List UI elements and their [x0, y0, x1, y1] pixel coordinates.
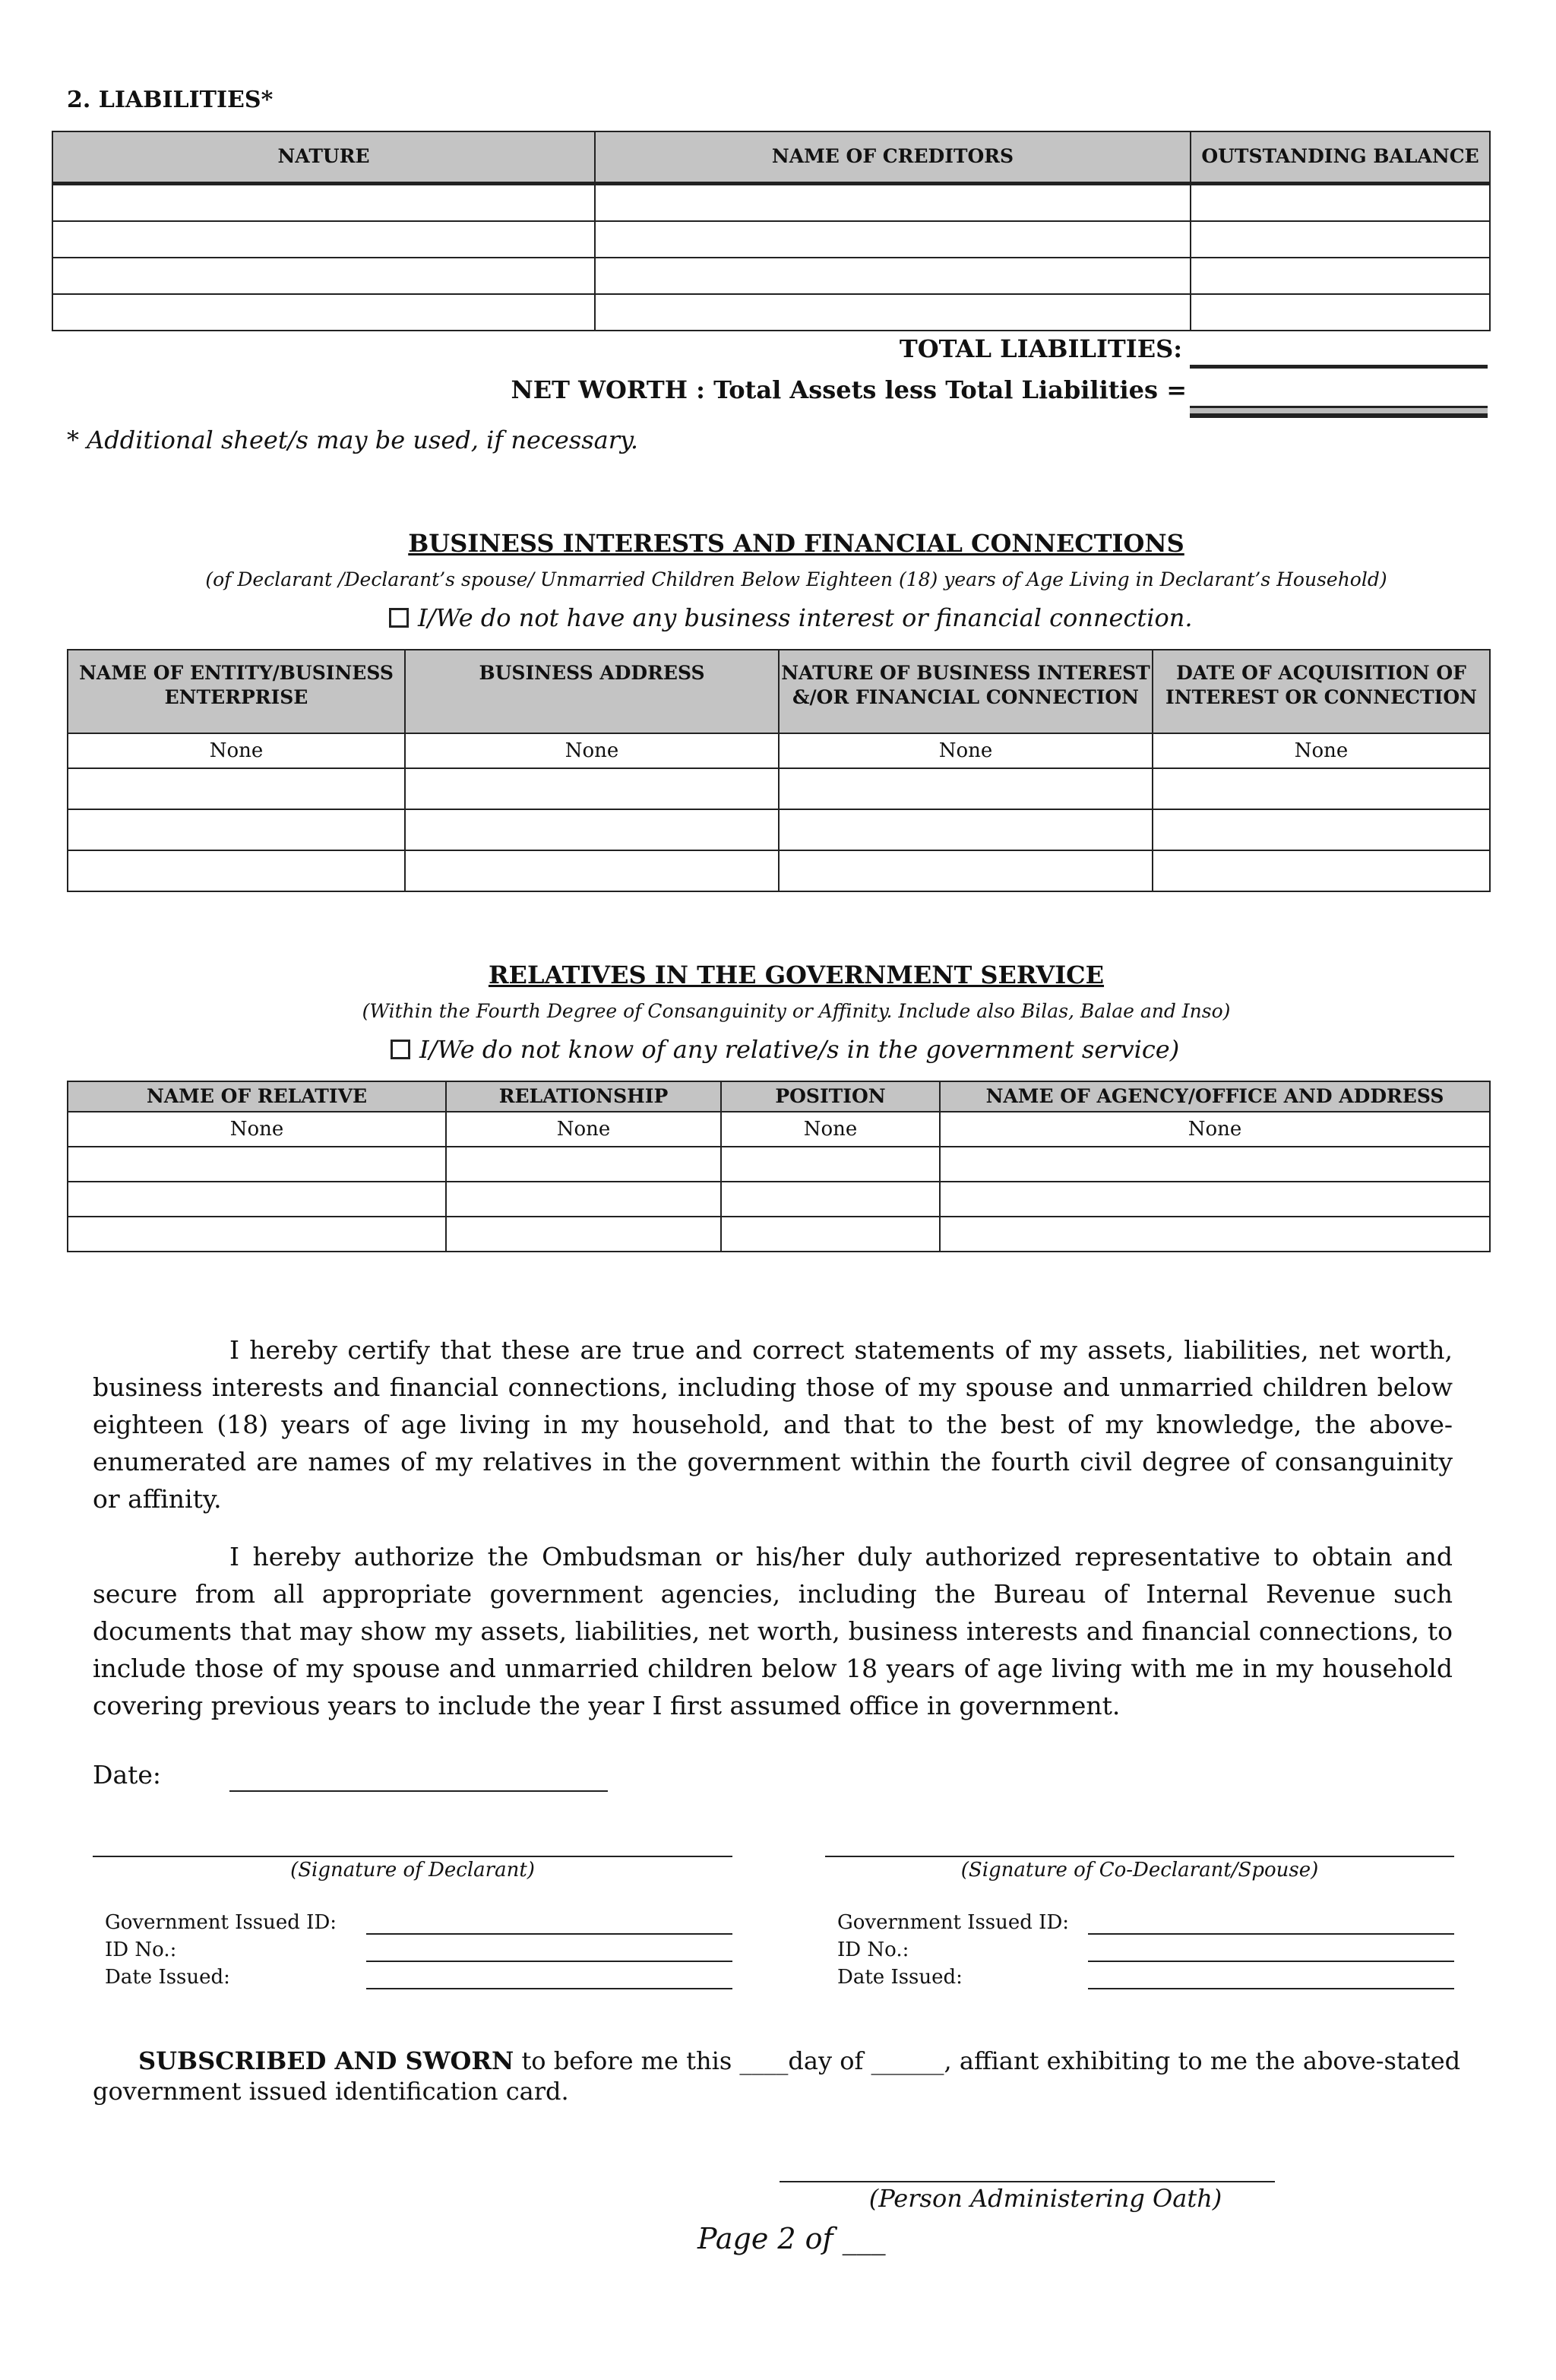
business-subtitle: (of Declarant /Declarant’s spouse/ Unmarried Children Below Eighteen (18) years of Age Living in Declarant’s Household)	[205, 568, 1387, 590]
codeclarant-signature-line[interactable]	[825, 1856, 1454, 1857]
col-balance: OUTSTANDING BALANCE	[1191, 131, 1490, 183]
table-cell: None	[779, 733, 1153, 768]
table-row	[68, 1147, 1490, 1182]
table-row	[68, 1182, 1490, 1217]
col-nature-business: NATURE OF BUSINESS INTEREST &/OR FINANCIAL CONNECTION	[779, 650, 1153, 733]
table-cell: None	[68, 1112, 446, 1147]
administrator-signature-line[interactable]	[780, 2181, 1275, 2182]
table-cell[interactable]	[446, 1217, 721, 1252]
relatives-title: RELATIVES IN THE GOVERNMENT SERVICE	[488, 961, 1105, 989]
checkbox-icon[interactable]	[389, 608, 409, 628]
col-position: POSITION	[721, 1081, 940, 1112]
business-checkbox-label: I/We do not have any business interest or financial connection.	[418, 603, 1193, 632]
table-cell[interactable]	[595, 294, 1191, 331]
table-cell[interactable]	[1191, 258, 1490, 294]
col-creditors: NAME OF CREDITORS	[595, 131, 1191, 183]
col-entity: NAME OF ENTITY/BUSINESS ENTERPRISE	[68, 650, 405, 733]
table-cell[interactable]	[68, 850, 405, 891]
oath-paragraph	[93, 2046, 1475, 2106]
oath-rest: to before me this ____day of ______, affiant exhibiting to me the above-stated	[514, 2046, 1461, 2075]
col-relationship: RELATIONSHIP	[446, 1081, 721, 1112]
relatives-checkbox-label: I/We do not know of any relative/s in the government service)	[419, 1035, 1180, 1064]
col-date-acquisition: DATE OF ACQUISITION OF INTEREST OR CONNECTION	[1153, 650, 1490, 733]
table-cell[interactable]	[1153, 809, 1490, 850]
declarant-date-issued-line[interactable]	[366, 1988, 732, 1989]
table-cell[interactable]	[779, 850, 1153, 891]
liabilities-footnote: * Additional sheet/s may be used, if necessary.	[67, 426, 639, 454]
table-cell[interactable]	[1153, 768, 1490, 809]
table-cell: None	[446, 1112, 721, 1147]
table-row	[52, 258, 1490, 294]
oath-bold: SUBSCRIBED AND SWORN	[138, 2046, 514, 2075]
table-row	[52, 221, 1490, 258]
codeclarant-id-line[interactable]	[1088, 1933, 1454, 1935]
table-cell[interactable]	[52, 183, 595, 221]
checkbox-icon[interactable]	[391, 1040, 410, 1059]
oath-line2: government issued identification card.	[93, 2077, 569, 2106]
administrator-caption: (Person Administering Oath)	[868, 2184, 1222, 2213]
declarant-caption: (Signature of Declarant)	[290, 1859, 535, 1882]
table-cell[interactable]	[721, 1217, 940, 1252]
codeclarant-id-block	[837, 1909, 1069, 1991]
table-row	[52, 183, 1490, 221]
net-worth-label: NET WORTH : Total Assets less Total Liabilities =	[511, 375, 1187, 404]
table-row	[68, 733, 1490, 768]
authorization-paragraph: I hereby authorize the Ombudsman or his/her duly authorized representative to obtain and secure from all appropriate government agencies, including the Bureau of Internal Revenue such documents that may show my assets, liabilities, net worth, business interests and financial connections, to include those of my spouse and unmarried children below 18 years of age living with me in my household covering previous years to include the year I first assumed office in government.	[93, 1542, 1453, 1720]
codeclarant-id-label: Government Issued ID:	[837, 1911, 1070, 1934]
table-cell[interactable]	[1191, 183, 1490, 221]
table-row	[68, 809, 1490, 850]
page-footer: Page 2 of ___	[697, 2222, 886, 2255]
liabilities-table	[52, 131, 1491, 331]
table-cell[interactable]	[940, 1217, 1490, 1252]
table-cell: None	[1153, 733, 1490, 768]
relatives-table	[67, 1081, 1491, 1252]
table-row	[68, 1112, 1490, 1147]
codeclarant-idno-label: ID No.:	[837, 1938, 909, 1961]
declarant-idno-line[interactable]	[366, 1961, 732, 1962]
declarant-id-line[interactable]	[366, 1933, 732, 1935]
table-cell[interactable]	[721, 1182, 940, 1217]
table-cell[interactable]	[940, 1182, 1490, 1217]
codeclarant-date-issued-line[interactable]	[1088, 1988, 1454, 1989]
col-agency: NAME OF AGENCY/OFFICE AND ADDRESS	[940, 1081, 1490, 1112]
table-cell[interactable]	[1153, 850, 1490, 891]
col-nature: NATURE	[52, 131, 595, 183]
table-cell[interactable]	[595, 258, 1191, 294]
table-cell: None	[405, 733, 779, 768]
date-line[interactable]	[229, 1790, 608, 1792]
table-row	[52, 294, 1490, 331]
business-checkbox-row[interactable]	[389, 603, 1193, 632]
certification-paragraph: I hereby certify that these are true and correct statements of my assets, liabilities, net worth, business interests and financial connections, including those of my spouse and unmarried children below eighteen (18) years of age living in my household, and that to the best of my knowledge, the above-enumerated are names of my relatives in the government within the fourth civil degree of consanguinity or affinity.	[93, 1335, 1453, 1514]
table-cell[interactable]	[940, 1147, 1490, 1182]
business-table	[67, 649, 1491, 892]
table-cell[interactable]	[1191, 221, 1490, 258]
table-row	[68, 1217, 1490, 1252]
table-cell[interactable]	[595, 221, 1191, 258]
table-cell[interactable]	[721, 1147, 940, 1182]
table-cell[interactable]	[68, 1217, 446, 1252]
table-cell[interactable]	[595, 183, 1191, 221]
relatives-subtitle: (Within the Fourth Degree of Consanguinity or Affinity. Include also Bilas, Balae and Inso)	[362, 1000, 1231, 1022]
table-cell[interactable]	[52, 258, 595, 294]
declarant-date-issued-label: Date Issued:	[105, 1966, 230, 1989]
table-cell[interactable]	[52, 294, 595, 331]
table-cell[interactable]	[68, 1182, 446, 1217]
table-cell: None	[68, 733, 405, 768]
table-row	[68, 850, 1490, 891]
codeclarant-date-issued-label: Date Issued:	[837, 1966, 963, 1989]
table-cell[interactable]	[405, 850, 779, 891]
table-cell[interactable]	[779, 809, 1153, 850]
table-cell[interactable]	[446, 1182, 721, 1217]
table-cell[interactable]	[68, 1147, 446, 1182]
table-cell: None	[721, 1112, 940, 1147]
total-liabilities-line[interactable]	[1190, 365, 1488, 369]
declarant-idno-label: ID No.:	[105, 1938, 177, 1961]
table-cell[interactable]	[68, 768, 405, 809]
codeclarant-idno-line[interactable]	[1088, 1961, 1454, 1962]
table-cell[interactable]	[1191, 294, 1490, 331]
table-cell[interactable]	[68, 809, 405, 850]
table-cell[interactable]	[779, 768, 1153, 809]
net-worth-line[interactable]	[1190, 406, 1488, 418]
relatives-checkbox-row[interactable]	[391, 1035, 1179, 1064]
date-label: Date:	[93, 1760, 162, 1790]
codeclarant-caption: (Signature of Co-Declarant/Spouse)	[960, 1859, 1319, 1882]
col-relative-name: NAME OF RELATIVE	[68, 1081, 446, 1112]
table-row	[68, 768, 1490, 809]
total-liabilities-label: TOTAL LIABILITIES:	[899, 334, 1182, 363]
declarant-id-label: Government Issued ID:	[105, 1911, 337, 1934]
declarant-id-block	[105, 1909, 337, 1991]
table-cell[interactable]	[405, 768, 779, 809]
declarant-signature-line[interactable]	[93, 1856, 732, 1857]
liabilities-heading: 2. LIABILITIES*	[67, 87, 274, 113]
table-cell: None	[940, 1112, 1490, 1147]
table-cell[interactable]	[446, 1147, 721, 1182]
business-title: BUSINESS INTERESTS AND FINANCIAL CONNECTIONS	[408, 529, 1184, 558]
table-cell[interactable]	[52, 221, 595, 258]
table-cell[interactable]	[405, 809, 779, 850]
col-address: BUSINESS ADDRESS	[405, 650, 779, 733]
